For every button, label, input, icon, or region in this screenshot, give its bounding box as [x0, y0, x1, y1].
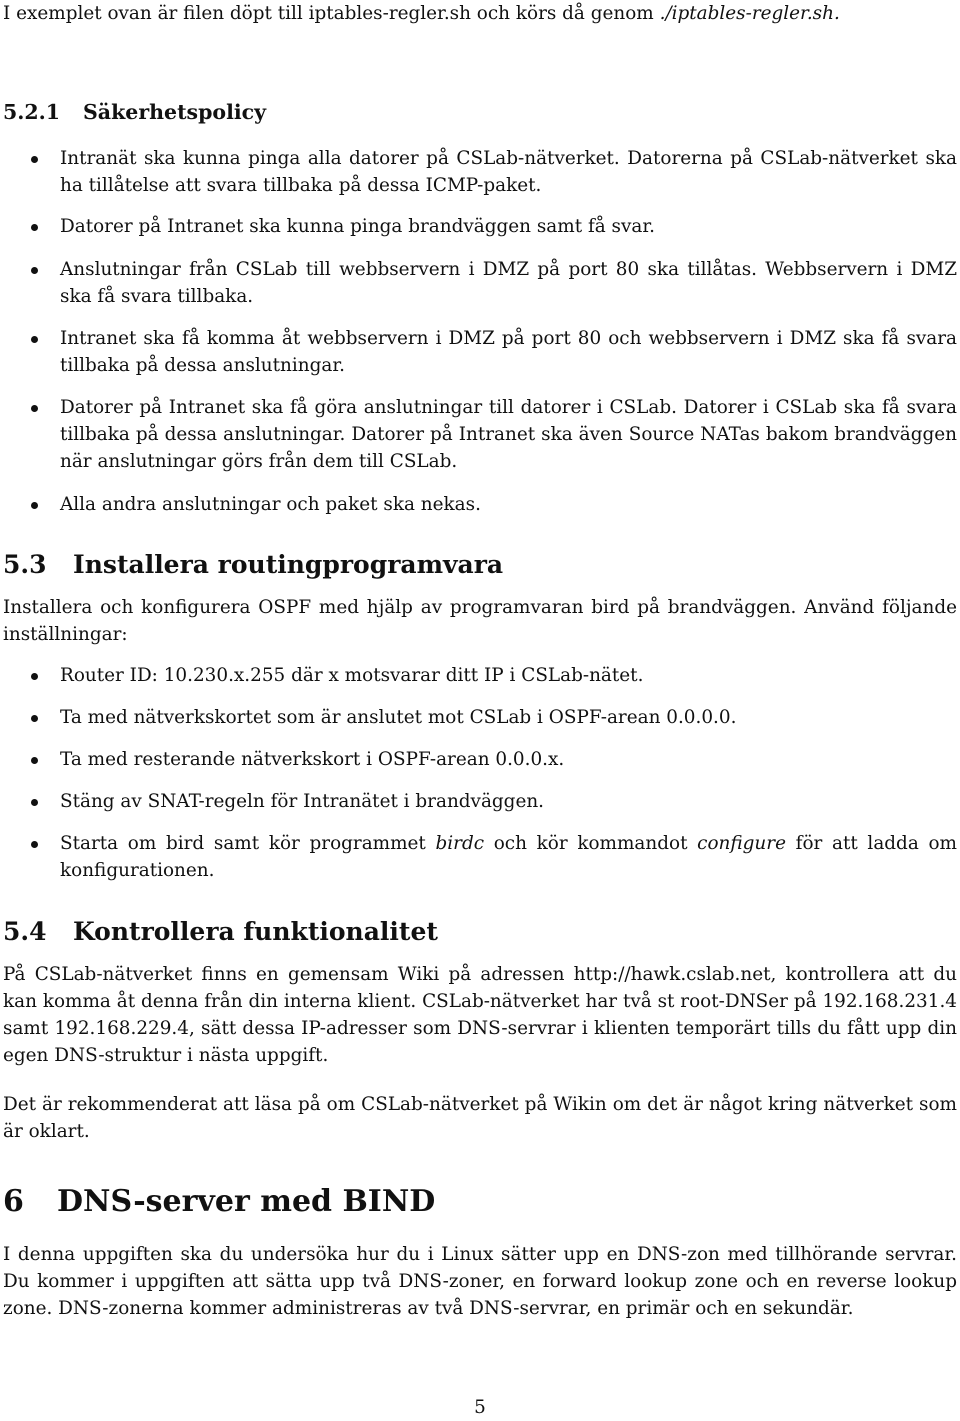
list-item-text: Intranet ska få komma åt webbservern i DMZ på port 80 och webbservern i DMZ ska få svara tillbaka på dessa anslutningar. — [60, 328, 957, 376]
section-5-4-paragraph: Det är rekommenderat att läsa på om CSLab-nätverket på Wikin om det är något kring nätverket som är oklart. — [3, 1094, 957, 1142]
bullet-icon — [31, 673, 38, 680]
settings-list — [3, 830, 957, 884]
settings-list — [3, 662, 957, 689]
section-5-4-paragraph-block — [3, 1091, 957, 1145]
section-6-paragraph: I denna uppgiften ska du undersöka hur du i Linux sätter upp en DNS-zon med tillhörande servrar. Du kommer i uppgiften att sätta upp två DNS-zoner, en forward lookup zone och en reverse lookup zone. DNS-zonerna kommer administreras av två DNS-servrar, en primär och en sekundär. — [3, 1244, 957, 1319]
list-item — [3, 788, 957, 815]
section-number: 5.3 — [3, 550, 47, 579]
bullet-icon — [31, 336, 38, 343]
section-6-paragraph-block — [3, 1241, 957, 1322]
list-item-text: Router ID: 10.230.x.255 där x motsvarar ditt IP i CSLab-nätet. — [60, 665, 644, 686]
policy-list — [3, 256, 957, 310]
policy-list — [3, 325, 957, 379]
bullet-icon — [31, 841, 38, 848]
list-item-text: Intranät ska kunna pinga alla datorer på CSLab-nätverket. Datorerna på CSLab-nätverket ska ha tillåtelse att svara tillbaka på dessa ICMP-paket. — [60, 148, 957, 196]
intro-paragraph — [3, 0, 957, 27]
section-6 — [3, 1184, 957, 1220]
list-item — [3, 704, 957, 731]
list-item-text: Starta om bird samt kör programmet — [60, 833, 436, 854]
list-item — [3, 746, 957, 773]
page-number: 5 — [474, 1397, 486, 1418]
bullet-icon — [31, 156, 38, 163]
list-item — [3, 662, 957, 689]
program-name: birdc — [435, 833, 485, 854]
section-5-3 — [3, 549, 957, 581]
intro-block — [3, 0, 957, 27]
section-number: 5.4 — [3, 917, 47, 946]
list-item — [3, 213, 957, 240]
section-5-4-heading — [3, 916, 957, 948]
section-title: Installera routingprogramvara — [73, 550, 504, 579]
policy-list — [3, 213, 957, 240]
policy-list — [3, 145, 957, 199]
list-item-text: Datorer på Intranet ska få göra anslutningar till datorer i CSLab. Datorer i CSLab ska få svara tillbaka på dessa anslutningar. Datorer på Intranet ska även Source NATas bakom brandväggen när anslutningar görs från dem till CSLab. — [60, 397, 957, 472]
bullet-icon — [31, 757, 38, 764]
list-item — [3, 325, 957, 379]
bullet-icon — [31, 267, 38, 274]
settings-list — [3, 788, 957, 815]
section-5-4-paragraph-block — [3, 961, 957, 1069]
section-number: 5.2.1 — [3, 100, 61, 124]
command-name: configure — [697, 833, 786, 854]
section-5-2-1 — [3, 98, 957, 126]
intro-command: ./iptables-regler.sh. — [659, 3, 840, 24]
intro-text: I exemplet ovan är filen döpt till iptables-regler.sh och körs då genom — [3, 3, 660, 24]
section-5-4-paragraph: På CSLab-nätverket finns en gemensam Wiki på adressen http://hawk.cslab.net, kontrollera att du kan komma åt denna från din interna klient. CSLab-nätverket har två st root-DNSer på 192.168.231.4 samt 192.168.229.4, sätt dessa IP-adresser som DNS-servrar i klienten temporärt tills du fått upp din egen DNS-struktur i nästa uppgift. — [3, 964, 957, 1066]
section-5-2-1-heading — [3, 98, 957, 126]
section-number: 6 — [3, 1184, 24, 1219]
section-5-4 — [3, 916, 957, 948]
settings-list — [3, 704, 957, 731]
list-item-text: och kör kommandot — [484, 833, 698, 854]
settings-list — [3, 746, 957, 773]
section-title: DNS-server med BIND — [57, 1184, 436, 1219]
bullet-icon — [31, 799, 38, 806]
list-item-text: Ta med resterande nätverkskort i OSPF-arean 0.0.0.x. — [60, 749, 565, 770]
list-item-text: Ta med nätverkskortet som är anslutet mot CSLab i OSPF-arean 0.0.0.0. — [60, 707, 737, 728]
policy-list — [3, 394, 957, 475]
bullet-icon — [31, 405, 38, 412]
list-item — [3, 830, 957, 884]
list-item — [3, 145, 957, 199]
list-item-text: för att ladda om konfigurationen. — [60, 833, 957, 881]
section-5-3-heading — [3, 549, 957, 581]
bullet-icon — [31, 502, 38, 509]
list-item-text: Anslutningar från CSLab till webbservern i DMZ på port 80 ska tillåtas. Webbservern i DMZ ska få svara tillbaka. — [60, 259, 957, 307]
list-item-text: Datorer på Intranet ska kunna pinga brandväggen samt få svar. — [60, 216, 655, 237]
section-6-heading — [3, 1184, 957, 1220]
section-title: Kontrollera funktionalitet — [73, 917, 438, 946]
list-item — [3, 256, 957, 310]
list-item-text: Alla andra anslutningar och paket ska nekas. — [60, 494, 481, 515]
policy-list — [3, 491, 957, 518]
section-5-3-paragraph-block — [3, 594, 957, 648]
bullet-icon — [31, 224, 38, 231]
list-item-text: Stäng av SNAT-regeln för Intranätet i brandväggen. — [60, 791, 545, 812]
section-5-3-paragraph: Installera och konfigurera OSPF med hjälp av programvaran bird på brandväggen. Använd följande inställningar: — [3, 597, 957, 645]
section-title: Säkerhetspolicy — [83, 100, 267, 124]
list-item — [3, 491, 957, 518]
list-item — [3, 394, 957, 475]
bullet-icon — [31, 715, 38, 722]
